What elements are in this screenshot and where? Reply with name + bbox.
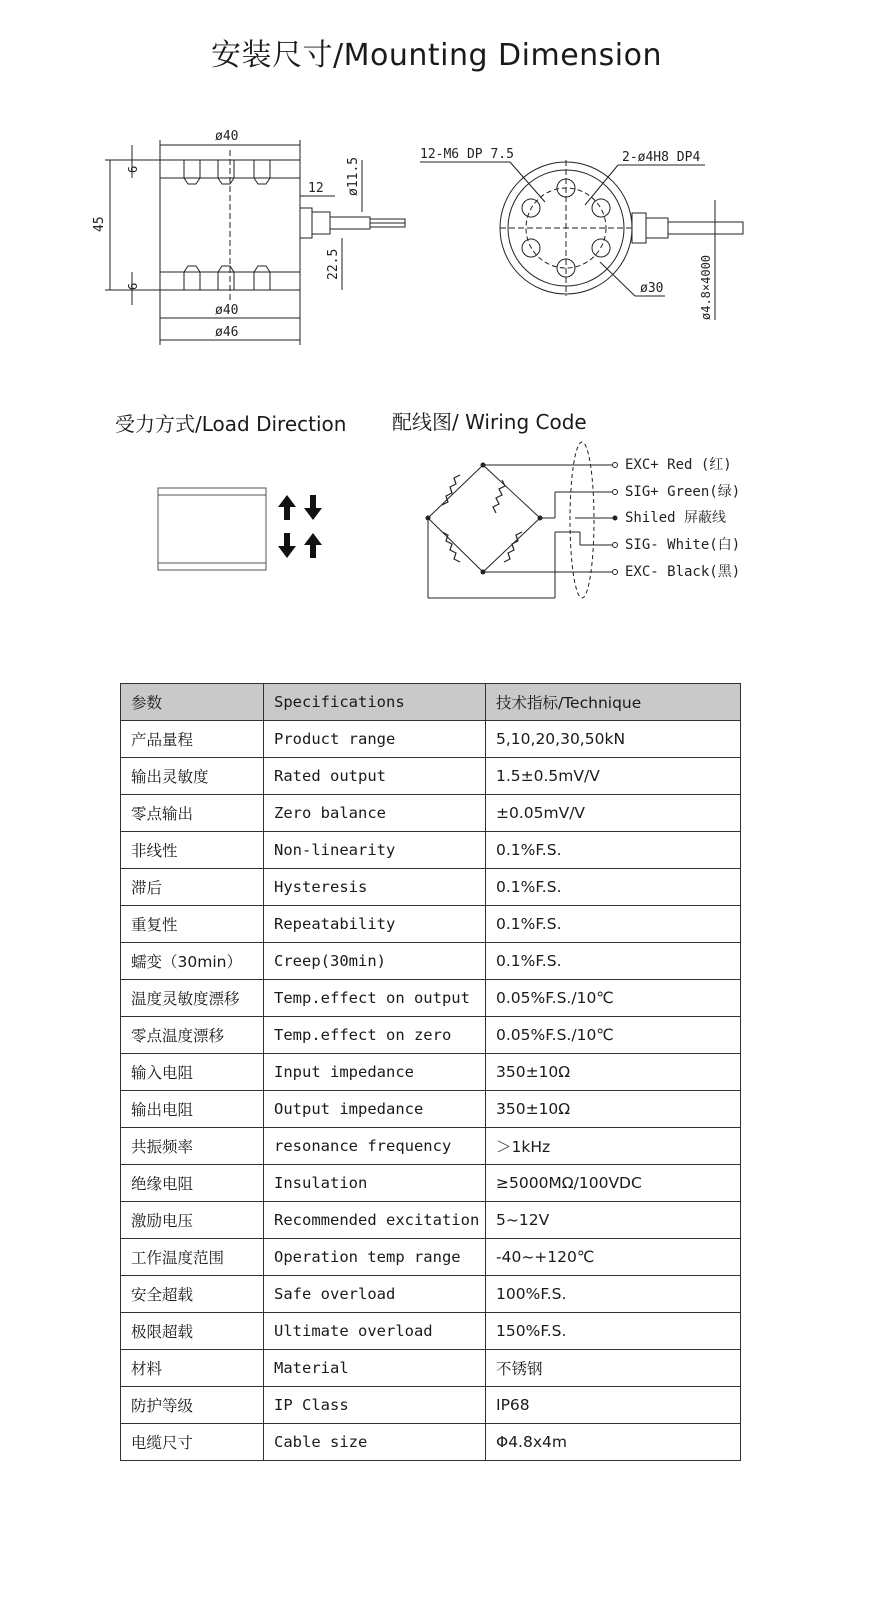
cell-spec-en: resonance frequency	[264, 1128, 486, 1165]
cell-value: ＞1kHz	[486, 1128, 741, 1165]
dim-cable-spec: ø4.8×4000	[699, 254, 713, 320]
dim-top-thread: 6	[126, 165, 140, 173]
cell-value: 不锈钢	[486, 1350, 741, 1387]
table-row	[121, 980, 741, 1017]
cell-param-cn: 输出灵敏度	[121, 758, 264, 795]
table-row	[121, 906, 741, 943]
cell-spec-en: Cable size	[264, 1424, 486, 1461]
cell-spec-en: Ultimate overload	[264, 1313, 486, 1350]
cell-param-cn: 激励电压	[121, 1202, 264, 1239]
load-direction-title: 受力方式/Load Direction	[115, 412, 347, 436]
cell-value: 0.1%F.S.	[486, 869, 741, 906]
cell-param-cn: 绝缘电阻	[121, 1165, 264, 1202]
cell-param-cn: 防护等级	[121, 1387, 264, 1424]
cell-value: 0.05%F.S./10℃	[486, 980, 741, 1017]
load-direction-figure	[150, 480, 350, 580]
wiring-diagram	[420, 440, 770, 600]
cell-param-cn: 共振频率	[121, 1128, 264, 1165]
cell-spec-en: Repeatability	[264, 906, 486, 943]
cell-spec-en: Output impedance	[264, 1091, 486, 1128]
table-row	[121, 1387, 741, 1424]
dim-pins-label: 2-ø4H8 DP4	[622, 150, 701, 165]
table-row	[121, 1017, 741, 1054]
table-row	[121, 1239, 741, 1276]
table-row	[121, 1202, 741, 1239]
cell-value: Φ4.8x4m	[486, 1424, 741, 1461]
table-row	[121, 943, 741, 980]
table-row	[121, 1424, 741, 1461]
cell-param-cn: 滞后	[121, 869, 264, 906]
header-technique: 技术指标/Technique	[486, 684, 741, 721]
cell-value: 1.5±0.5mV/V	[486, 758, 741, 795]
page-title: 安装尺寸/Mounting Dimension	[210, 38, 663, 73]
cell-param-cn: 材料	[121, 1350, 264, 1387]
cell-spec-en: Rated output	[264, 758, 486, 795]
cell-value: 5,10,20,30,50kN	[486, 721, 741, 758]
cell-spec-en: Safe overload	[264, 1276, 486, 1313]
dim-height: 45	[92, 216, 107, 232]
spec-table	[120, 683, 741, 1461]
cell-spec-en: Non-linearity	[264, 832, 486, 869]
cell-param-cn: 输入电阻	[121, 1054, 264, 1091]
header-spec: Specifications	[264, 684, 486, 721]
cell-value: 0.05%F.S./10℃	[486, 1017, 741, 1054]
cell-value: 0.1%F.S.	[486, 943, 741, 980]
cell-param-cn: 重复性	[121, 906, 264, 943]
cell-value: 5~12V	[486, 1202, 741, 1239]
table-row	[121, 1276, 741, 1313]
arrow-down-icon	[304, 495, 322, 520]
table-row	[121, 1128, 741, 1165]
cell-value: 350±10Ω	[486, 1054, 741, 1091]
cell-value: 150%F.S.	[486, 1313, 741, 1350]
dim-holes-label: 12-M6 DP 7.5	[420, 147, 514, 162]
table-row	[121, 832, 741, 869]
cell-spec-en: Zero balance	[264, 795, 486, 832]
dim-base-width: ø46	[215, 325, 239, 340]
wire-shield: Shiled 屏蔽线	[625, 510, 727, 526]
cell-param-cn: 零点温度漂移	[121, 1017, 264, 1054]
cell-param-cn: 蠕变（30min）	[121, 943, 264, 980]
table-row	[121, 869, 741, 906]
cell-param-cn: 输出电阻	[121, 1091, 264, 1128]
cell-param-cn: 非线性	[121, 832, 264, 869]
cell-spec-en: Hysteresis	[264, 869, 486, 906]
load-arrows	[278, 495, 322, 558]
dim-gland-dia: ø11.5	[346, 156, 361, 196]
header-param: 参数	[121, 684, 264, 721]
mounting-drawing	[0, 110, 873, 370]
dim-bolt-circle: ø30	[640, 281, 664, 296]
cell-spec-en: Input impedance	[264, 1054, 486, 1091]
wire-exc-plus: EXC+ Red (红)	[625, 457, 732, 473]
table-header-row	[121, 684, 741, 721]
dim-cable-height: 22.5	[326, 248, 341, 280]
wiring-title: 配线图/ Wiring Code	[392, 410, 587, 434]
cell-value: ≥5000MΩ/100VDC	[486, 1165, 741, 1202]
cell-param-cn: 工作温度范围	[121, 1239, 264, 1276]
cell-spec-en: Product range	[264, 721, 486, 758]
table-row	[121, 1054, 741, 1091]
wire-sig-plus: SIG+ Green(绿)	[625, 484, 741, 500]
table-row	[121, 1350, 741, 1387]
cell-value: IP68	[486, 1387, 741, 1424]
dim-bottom-thread: 6	[126, 282, 140, 290]
table-row	[121, 1091, 741, 1128]
dim-cable-offset: 12	[308, 181, 324, 196]
table-row	[121, 1313, 741, 1350]
arrow-down-icon	[278, 533, 296, 558]
cell-param-cn: 极限超载	[121, 1313, 264, 1350]
spec-table-body	[121, 721, 741, 1461]
table-row	[121, 721, 741, 758]
dim-top-width: ø40	[215, 129, 239, 144]
cell-value: 350±10Ω	[486, 1091, 741, 1128]
cell-spec-en: Material	[264, 1350, 486, 1387]
cell-spec-en: IP Class	[264, 1387, 486, 1424]
wire-sig-minus: SIG- White(白)	[625, 537, 741, 553]
cell-spec-en: Creep(30min)	[264, 943, 486, 980]
table-row	[121, 795, 741, 832]
cell-spec-en: Operation temp range	[264, 1239, 486, 1276]
arrow-up-icon	[278, 495, 296, 520]
table-row	[121, 758, 741, 795]
cell-value: ±0.05mV/V	[486, 795, 741, 832]
arrow-up-icon	[304, 533, 322, 558]
dim-bottom-width: ø40	[215, 303, 239, 318]
cell-param-cn: 电缆尺寸	[121, 1424, 264, 1461]
cell-value: 0.1%F.S.	[486, 906, 741, 943]
cell-value: 0.1%F.S.	[486, 832, 741, 869]
cell-spec-en: Recommended excitation	[264, 1202, 486, 1239]
cell-spec-en: Temp.effect on zero	[264, 1017, 486, 1054]
cell-param-cn: 零点输出	[121, 795, 264, 832]
table-row	[121, 1165, 741, 1202]
wire-exc-minus: EXC- Black(黑)	[625, 564, 741, 580]
cell-spec-en: Insulation	[264, 1165, 486, 1202]
cell-spec-en: Temp.effect on output	[264, 980, 486, 1017]
cell-param-cn: 温度灵敏度漂移	[121, 980, 264, 1017]
cell-param-cn: 安全超载	[121, 1276, 264, 1313]
cell-value: 100%F.S.	[486, 1276, 741, 1313]
cell-value: -40~+120℃	[486, 1239, 741, 1276]
cell-param-cn: 产品量程	[121, 721, 264, 758]
